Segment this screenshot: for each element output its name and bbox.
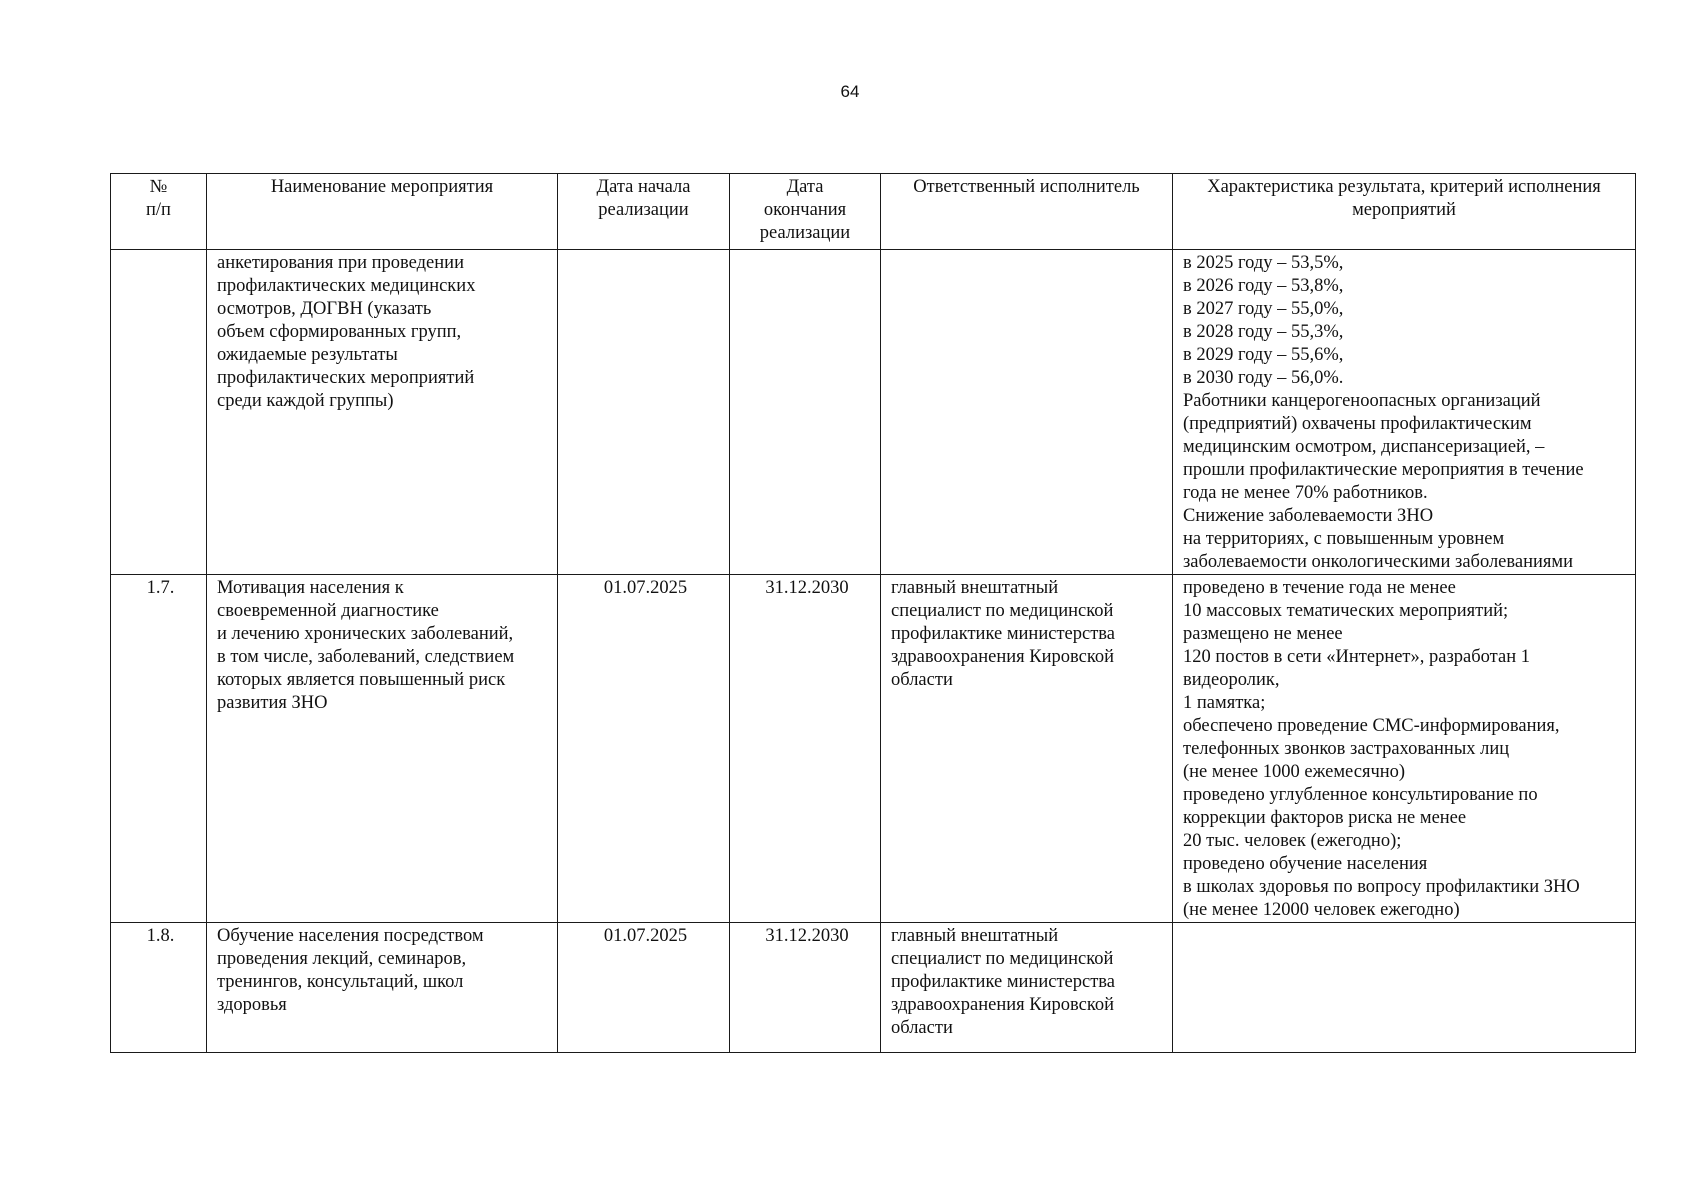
cell-text-line: на территориях, с повышенным уровнем <box>1183 529 1505 549</box>
cell-text-line: Дата начала <box>596 177 691 197</box>
cell-text-line: Наименование мероприятия <box>270 177 494 197</box>
cell-text-line: видеоролик, <box>1183 670 1280 690</box>
cell-text-line: и лечению хронических заболеваний, <box>217 624 514 644</box>
cell-text-line: тренингов, консультаций, школ <box>217 972 464 992</box>
row-name <box>207 575 558 923</box>
cell-text-line: здоровья <box>217 995 287 1015</box>
cell-text-line: в 2029 году – 55,6%, <box>1183 345 1344 365</box>
cell-text-line: области <box>891 1018 953 1038</box>
row-start-date <box>558 250 730 575</box>
row-responsible <box>881 250 1173 575</box>
row-result <box>1173 923 1636 1053</box>
cell-text-line: главный внештатный <box>891 578 1059 598</box>
cell-text-line: объем сформированных групп, <box>217 322 462 342</box>
cell-text-line: здравоохранения Кировской <box>891 647 1115 667</box>
header-num <box>111 174 207 250</box>
cell-text-line: обеспечено проведение СМС-информирования, <box>1183 716 1560 736</box>
measures-table <box>110 173 1636 1053</box>
cell-text-line: (предприятий) охвачены профилактическим <box>1183 414 1532 434</box>
cell-text-line: среди каждой группы) <box>217 391 394 411</box>
row-name <box>207 250 558 575</box>
table-row <box>111 923 1636 1053</box>
cell-text-line: мероприятий <box>1352 200 1456 220</box>
cell-text-line: профилактике министерства <box>891 972 1115 992</box>
page-number: 64 <box>840 82 860 101</box>
cell-text-line: реализации <box>598 200 689 220</box>
cell-text-line: Дата <box>786 177 824 197</box>
cell-text-line: в школах здоровья по вопросу профилактики ЗНО <box>1183 877 1580 897</box>
cell-text-line: Работники канцерогеноопасных организаций <box>1183 391 1541 411</box>
header-name <box>207 174 558 250</box>
cell-text-line: ожидаемые результаты <box>217 345 398 365</box>
row-end-date <box>730 250 881 575</box>
row-result <box>1173 575 1636 923</box>
row-name <box>207 923 558 1053</box>
cell-text-line: специалист по медицинской <box>891 601 1114 621</box>
header-responsible <box>881 174 1173 250</box>
cell-text-line: проведено в течение года не менее <box>1183 578 1456 598</box>
cell-text-line: своевременной диагностике <box>217 601 439 621</box>
row-end-date: 31.12.2030 <box>730 923 881 1053</box>
header-result <box>1173 174 1636 250</box>
cell-text-line: развития ЗНО <box>217 693 328 713</box>
cell-text-line: профилактических медицинских <box>217 276 476 296</box>
cell-text-line: медицинским осмотром, диспансеризацией, – <box>1183 437 1545 457</box>
cell-text-line: 120 постов в сети «Интернет», разработан 1 <box>1183 647 1530 667</box>
cell-text-line: в 2025 году – 53,5%, <box>1183 253 1344 273</box>
cell-text-line: реализации <box>759 223 851 243</box>
cell-text-line: профилактике министерства <box>891 624 1115 644</box>
cell-text-line: заболеваемости онкологическими заболеваниями <box>1183 552 1574 572</box>
cell-text-line: осмотров, ДОГВН (указать <box>217 299 432 319</box>
cell-text-line: проведения лекций, семинаров, <box>217 949 467 969</box>
cell-text-line: Обучение населения посредством <box>217 926 484 946</box>
row-result <box>1173 250 1636 575</box>
header-start-date <box>558 174 730 250</box>
header-end-date <box>730 174 881 250</box>
cell-text-line: в 2030 году – 56,0%. <box>1183 368 1344 388</box>
cell-text-line: профилактических мероприятий <box>217 368 475 388</box>
cell-text-line: Характеристика результата, критерий исполнения <box>1207 177 1601 197</box>
cell-text-line: (не менее 12000 человек ежегодно) <box>1183 900 1460 920</box>
row-start-date: 01.07.2025 <box>558 575 730 923</box>
cell-text-line: п/п <box>146 200 171 220</box>
table-row <box>111 250 1636 575</box>
cell-text-line: проведено обучение населения <box>1183 854 1428 874</box>
cell-text-line: анкетирования при проведении <box>217 253 464 273</box>
row-num: 1.7. <box>111 575 207 923</box>
cell-text-line: здравоохранения Кировской <box>891 995 1115 1015</box>
cell-text-line: 10 массовых тематических мероприятий; <box>1183 601 1509 621</box>
row-num: 1.8. <box>111 923 207 1053</box>
cell-text-line: в 2028 году – 55,3%, <box>1183 322 1344 342</box>
cell-text-line: области <box>891 670 953 690</box>
cell-text-line: специалист по медицинской <box>891 949 1114 969</box>
table-row <box>111 575 1636 923</box>
cell-text-line: телефонных звонков застрахованных лиц <box>1183 739 1510 759</box>
row-responsible <box>881 575 1173 923</box>
cell-text-line: размещено не менее <box>1183 624 1343 644</box>
cell-text-line: 1 памятка; <box>1183 693 1266 713</box>
cell-text-line: Снижение заболеваемости ЗНО <box>1183 506 1434 526</box>
cell-text-line: Ответственный исполнитель <box>913 177 1140 197</box>
row-responsible <box>881 923 1173 1053</box>
cell-text-line: проведено углубленное консультирование по <box>1183 785 1538 805</box>
row-start-date: 01.07.2025 <box>558 923 730 1053</box>
cell-text-line: окончания <box>763 200 847 220</box>
row-end-date: 31.12.2030 <box>730 575 881 923</box>
cell-text-line: в том числе, заболеваний, следствием <box>217 647 515 667</box>
table-header-row <box>111 174 1636 250</box>
cell-text-line: главный внештатный <box>891 926 1059 946</box>
cell-text-line: № <box>149 177 168 197</box>
cell-text-line: в 2027 году – 55,0%, <box>1183 299 1344 319</box>
cell-text-line: года не менее 70% работников. <box>1183 483 1428 503</box>
cell-text-line: коррекции факторов риска не менее <box>1183 808 1467 828</box>
cell-text-line: 20 тыс. человек (ежегодно); <box>1183 831 1402 851</box>
cell-text-line: в 2026 году – 53,8%, <box>1183 276 1344 296</box>
cell-text-line: которых является повышенный риск <box>217 670 506 690</box>
cell-text-line: Мотивация населения к <box>217 578 404 598</box>
cell-text-line: (не менее 1000 ежемесячно) <box>1183 762 1406 782</box>
cell-text-line: прошли профилактические мероприятия в течение <box>1183 460 1584 480</box>
row-num <box>111 250 207 575</box>
